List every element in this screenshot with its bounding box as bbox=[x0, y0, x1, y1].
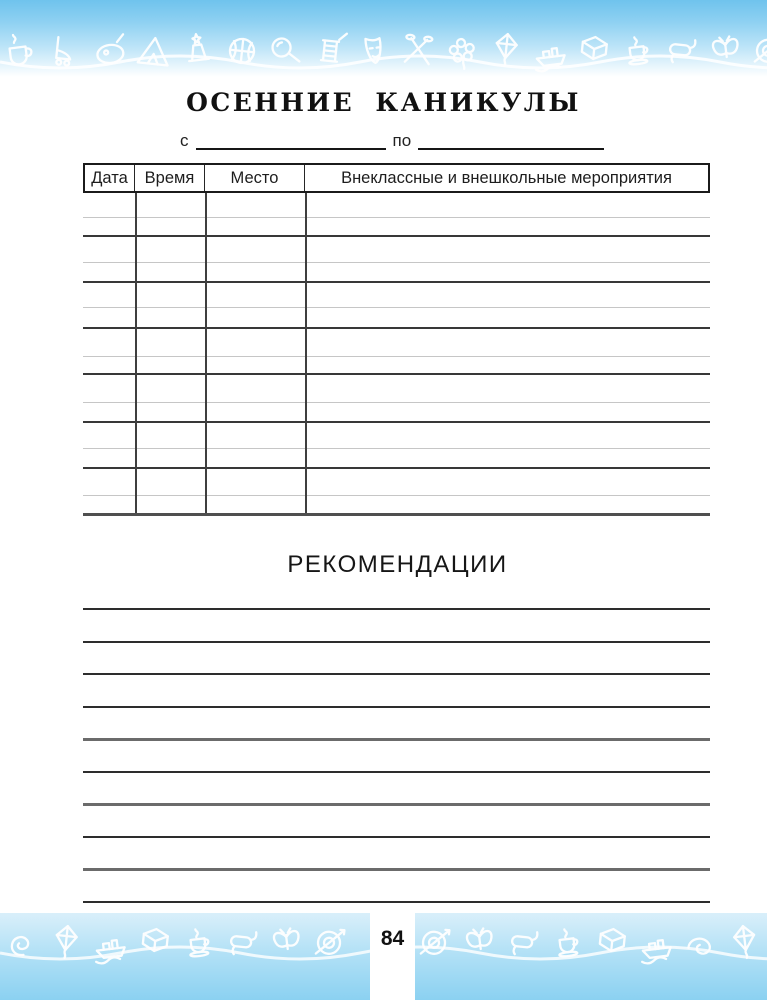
rule-line bbox=[83, 901, 710, 903]
rule-line bbox=[83, 327, 710, 329]
date-range-row bbox=[180, 131, 604, 150]
header-time: Время bbox=[135, 165, 205, 191]
spool-icon bbox=[306, 27, 354, 75]
book-icon bbox=[130, 919, 178, 967]
rule-line bbox=[83, 421, 710, 423]
ship-icon bbox=[632, 918, 681, 967]
rule-line bbox=[205, 191, 207, 513]
snorkel-icon bbox=[658, 27, 706, 75]
rule-line bbox=[83, 836, 710, 838]
moth-icon bbox=[455, 918, 504, 967]
rule-line bbox=[83, 495, 710, 496]
rule-line bbox=[83, 281, 710, 283]
rule-line bbox=[83, 217, 710, 218]
kite-icon bbox=[482, 27, 530, 75]
top-decorative-band bbox=[0, 0, 767, 80]
events-table-header bbox=[83, 163, 710, 193]
page-number: 84 bbox=[380, 927, 405, 950]
to-label: по bbox=[392, 131, 412, 150]
kite-icon bbox=[720, 918, 767, 967]
skates-icon bbox=[42, 27, 90, 75]
rule-line bbox=[83, 803, 710, 806]
magnifier-icon bbox=[261, 26, 310, 75]
coffee-icon bbox=[544, 918, 593, 967]
from-label: с bbox=[180, 131, 189, 150]
rule-line bbox=[83, 402, 710, 403]
rule-line bbox=[83, 706, 710, 708]
recommendations-heading: РЕКОМЕНДАЦИИ bbox=[287, 551, 508, 578]
cup-icon bbox=[0, 26, 47, 75]
shell-icon bbox=[0, 918, 47, 967]
palette-icon bbox=[85, 26, 134, 75]
moth-icon bbox=[701, 26, 750, 75]
rule-line bbox=[83, 262, 710, 263]
rule-line bbox=[83, 467, 710, 469]
coffee-icon bbox=[613, 26, 662, 75]
header-activities: Внеклассные и внешкольные мероприятия bbox=[305, 165, 710, 191]
rule-line bbox=[83, 356, 710, 357]
target-icon bbox=[746, 27, 767, 75]
target-icon bbox=[411, 919, 459, 967]
top-icon-strip bbox=[0, 26, 767, 76]
flower-icon bbox=[437, 26, 486, 75]
rule-line bbox=[83, 641, 710, 643]
rule-line bbox=[305, 191, 307, 513]
rule-line bbox=[83, 738, 710, 741]
oars-icon bbox=[394, 27, 442, 75]
page-title: ОСЕННИЕ КАНИКУЛЫ bbox=[186, 88, 581, 117]
tent-icon bbox=[130, 27, 178, 75]
ship-icon bbox=[525, 26, 574, 75]
rule-line bbox=[83, 307, 710, 308]
target-icon bbox=[307, 919, 355, 967]
swirl-icon bbox=[676, 919, 724, 967]
moth-icon bbox=[263, 918, 312, 967]
mask-icon bbox=[349, 26, 398, 75]
coffee-icon bbox=[174, 918, 223, 967]
snorkel-icon bbox=[219, 919, 267, 967]
book-icon bbox=[570, 27, 618, 75]
rule-line bbox=[83, 373, 710, 375]
header-date: Дата bbox=[83, 165, 135, 191]
page-number-gap bbox=[370, 913, 415, 1000]
rule-line bbox=[83, 608, 710, 610]
rule-line bbox=[83, 513, 710, 516]
date-to-blank-line[interactable] bbox=[418, 131, 604, 150]
basketball-icon bbox=[218, 27, 266, 75]
rule-line bbox=[83, 771, 710, 773]
ship-icon bbox=[86, 918, 135, 967]
rule-line bbox=[83, 448, 710, 449]
kite-icon bbox=[42, 919, 90, 967]
snorkel-icon bbox=[500, 919, 548, 967]
rule-line bbox=[83, 868, 710, 871]
rule-line bbox=[135, 191, 137, 513]
header-place: Место bbox=[205, 165, 305, 191]
book-icon bbox=[588, 919, 636, 967]
magic-hat-icon bbox=[173, 26, 222, 75]
date-from-blank-line[interactable] bbox=[196, 131, 386, 150]
rule-line bbox=[83, 673, 710, 675]
rule-line bbox=[83, 235, 710, 237]
